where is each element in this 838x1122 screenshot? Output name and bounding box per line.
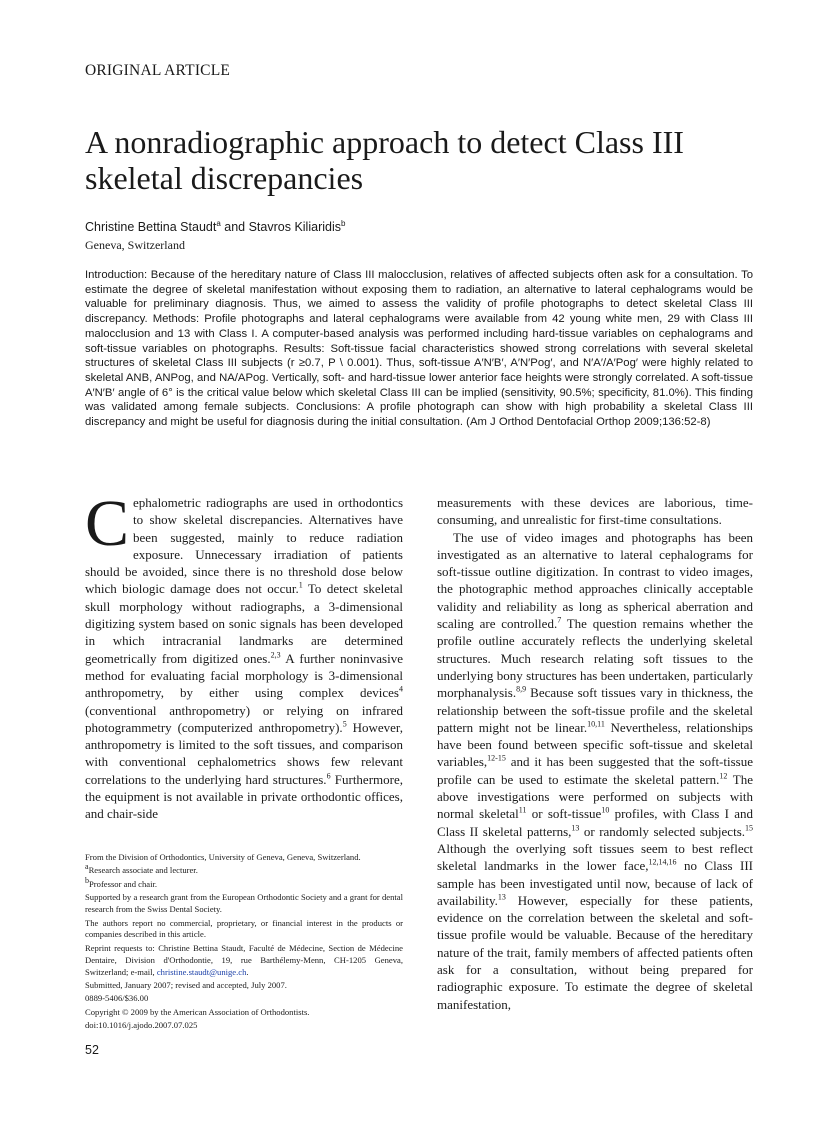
body-text: To detect skeletal skull morphology without radiographs, a 3-dimensional digitizing system based on sonic signals has been developed in which intracranial landmarks are determined geometrically from digitized ones.: [85, 581, 403, 666]
footnote-b-text: Professor and chair.: [89, 878, 158, 889]
abstract-methods: Profile photographs and lateral cephalograms were available from 42 young white men, 29 with Class III malocclusion and 13 with Class I. A computer-based analysis was performed including hard-tissue variables on cephalograms and soft-tissue variables on photographs.: [85, 313, 754, 355]
abstract-methods-label: Methods:: [147, 313, 200, 326]
author-joiner: and: [220, 220, 249, 234]
footnote-b-mark: b: [85, 875, 89, 885]
author-2: Stavros Kiliaridis: [248, 220, 341, 234]
citation-ref: 6: [326, 771, 331, 781]
footnote-a-mark: a: [85, 862, 89, 872]
abstract-results: Soft-tissue facial characteristics showed strong correlations with several skeletal structures of skeletal Class III subjects (r ≥0.7, P \ 0.001). Thus, soft-tissue A′N′B′, A′N′Pog′, and N′A′/A′Pog′ were highly related to skeletal ANB, ANPog, and NA/APog. Vertically, soft- and hard-tissue lower anterior face heights were strongly correlated. A soft-tissue A′N′B′ angle of 6° is the critical value below which skeletal Class III can be implied (sensitivity, 90.5%; specificity, 81.0%). This finding was validated among female subjects.: [85, 342, 753, 414]
page-number: 52: [85, 1043, 99, 1057]
reprint-text: Reprint requests to: Christine Bettina Staudt, Faculté de Médecine, Section de Médecine Dentaire, Division d'Orthodontie, 19, rue Barthélemy-Menn, CH-1205 Geneva, Switzerland; e-mail,: [85, 942, 403, 977]
abstract-citation: (Am J Orthod Dentofacial Orthop 2009;136:52-8): [463, 416, 711, 429]
body-text: profiles, with Class I and Class II skeletal patterns,: [437, 806, 753, 839]
title-line-2: skeletal discrepancies: [85, 160, 364, 196]
citation-ref: 8,9: [516, 684, 527, 694]
footnote-issn: 0889-5406/$36.00: [85, 993, 149, 1004]
body-text: Furthermore, the equipment is not available in private orthodontic offices, and chair-side: [85, 771, 403, 822]
citation-ref: 15: [745, 823, 753, 833]
author-1-affiliation-mark: a: [216, 218, 221, 228]
abstract-conclusions: A profile photograph can show with high probability a skeletal Class III discrepancy and might be useful for diagnosis during the initial consultation.: [85, 401, 753, 429]
citation-ref: 1: [298, 581, 303, 591]
reprint-end: .: [246, 966, 249, 977]
body-text: Nevertheless, relationships have been found between specific soft-tissue and skeletal variables,: [437, 719, 753, 770]
email-link[interactable]: christine.staudt@unige.ch: [156, 966, 247, 977]
abstract-conclusions-label: Conclusions:: [289, 401, 361, 414]
body-paragraph-1: [85, 487, 403, 823]
footnote-submitted: Submitted, January 2007; revised and accepted, July 2007.: [85, 980, 287, 991]
citation-ref: 7: [557, 615, 562, 625]
abstract-intro: Because of the hereditary nature of Class III malocclusion, relatives of affected subjects often ask for a consultation. To estimate the degree of skeletal manifestation without exposing them to radiation, an alternative to lateral cephalograms would be valuable for preliminary diagnosis. Thus, we aimed to assess the validity of profile photographs to detect skeletal Class III discrepancy.: [85, 269, 753, 326]
footnote-copyright: Copyright © 2009 by the American Association of Orthodontists.: [85, 1006, 310, 1017]
article-title: [85, 124, 775, 196]
body-text: no Class III sample has been investigated until now, because of lack of availability.: [437, 858, 753, 908]
footnote-disclosure: The authors report no commercial, proprietary, or financial interest in the products or companies described in this article.: [85, 917, 403, 940]
citation-ref: 4: [399, 684, 403, 694]
section-label: ORIGINAL ARTICLE: [85, 62, 231, 79]
citation-ref: 5: [342, 719, 347, 729]
body-text: However, anthropometry is limited to the soft tissues, and comparison with conventional cephalometrics shows few relevant correlations to the underlying hard structures.: [85, 719, 403, 787]
citation-ref: 12,14,16: [648, 857, 677, 867]
author-line: [85, 220, 345, 234]
citation-ref: 11: [518, 806, 527, 816]
body-text: ephalometric radiographs are used in orthodontics to show skeletal discrepancies. Alternatives have been suggested, mainly to reduce radiation exposure. Unnecessary irradiation of patients should be avoided, since there is no threshold dose below which biologic damage does not occur.: [85, 495, 403, 597]
footnote-b: [85, 875, 403, 891]
abstract-intro-label: Introduction:: [85, 269, 148, 281]
abstract: [85, 268, 753, 430]
body-paragraph-continued: measurements with these devices are laborious, time-consuming, and unrealistic for first-time consultations.: [437, 495, 753, 528]
citation-ref: 12-15: [487, 754, 506, 764]
body-text: and it has been suggested that the soft-tissue profile can be used to estimate the skeletal pattern.: [437, 754, 753, 787]
body-paragraph-2: [437, 529, 753, 1013]
citation-ref: 13: [497, 892, 506, 902]
author-location: Geneva, Switzerland: [85, 238, 185, 252]
footnote-a-text: Research associate and lecturer.: [88, 865, 198, 876]
body-text: The question remains whether the profile outline accurately reflects the underlying skeletal structures. Much research relating soft tissues to the underlying bony structures has been undertaken, particularly morphanalysis.: [437, 616, 753, 701]
footnote-affiliation: From the Division of Orthodontics, University of Geneva, Geneva, Switzerland.: [85, 852, 361, 862]
body-text: (conventional anthropometry) or relying on infrared photogrammetry (computerized anthropometry).: [85, 702, 403, 735]
author-1: Christine Bettina Staudt: [85, 220, 217, 234]
footnote-a: [85, 862, 403, 877]
body-text: or soft-tissue: [526, 806, 602, 822]
body-text: The above investigations were performed on subjects with normal skeletal: [437, 771, 753, 822]
footnote-support: Supported by a research grant from the European Orthodontic Society and a grant for dental research from the Swiss Dental Society.: [85, 892, 403, 915]
citation-ref: 12: [719, 771, 728, 781]
body-column-right: [437, 494, 753, 1013]
citation-ref: 10: [601, 806, 610, 816]
body-text: However, especially for these patients, evidence on the correlation between the skeletal and soft-tissue profile would be valuable. Because of the hereditary nature of the trait, family members of affected patients often ask for a consultation, without being prepared for radiographic exposure. To estimate the degree of skeletal manifestation,: [437, 892, 753, 1012]
body-text: The use of video images and photographs has been investigated as an alternative to lateral cephalograms for soft-tissue outline digitization. In contrast to video images, the photographic method approaches clinically acceptable validity and reliability as long as spherical aberration and scaling are controlled.: [437, 529, 753, 632]
body-column-left: [85, 487, 403, 823]
title-line-1: A nonradiographic approach to detect Class III: [85, 124, 684, 160]
citation-ref: 13: [571, 823, 580, 833]
citation-ref: 2,3: [270, 650, 281, 660]
body-text: Because soft tissues vary in thickness, the relationship between the soft-tissue profile and the skeletal pattern might not be linear.: [437, 685, 753, 735]
footnotes: [85, 852, 403, 1034]
body-text: A further noninvasive method for evaluating facial morphology is 3-dimensional anthropometry, by either using complex devices: [85, 650, 403, 701]
drop-cap: C: [85, 487, 130, 560]
footnote-doi: doi:10.1016/j.ajodo.2007.07.025: [85, 1020, 198, 1031]
author-2-affiliation-mark: b: [340, 218, 346, 228]
abstract-results-label: Results:: [277, 342, 325, 355]
body-text: Although the overlying soft tissues seem to best reflect skeletal landmarks in the lower face,: [437, 840, 753, 874]
footnote-reprint: [85, 943, 403, 979]
citation-ref: 10,11: [587, 719, 605, 729]
body-text: or randomly selected subjects.: [579, 823, 745, 839]
